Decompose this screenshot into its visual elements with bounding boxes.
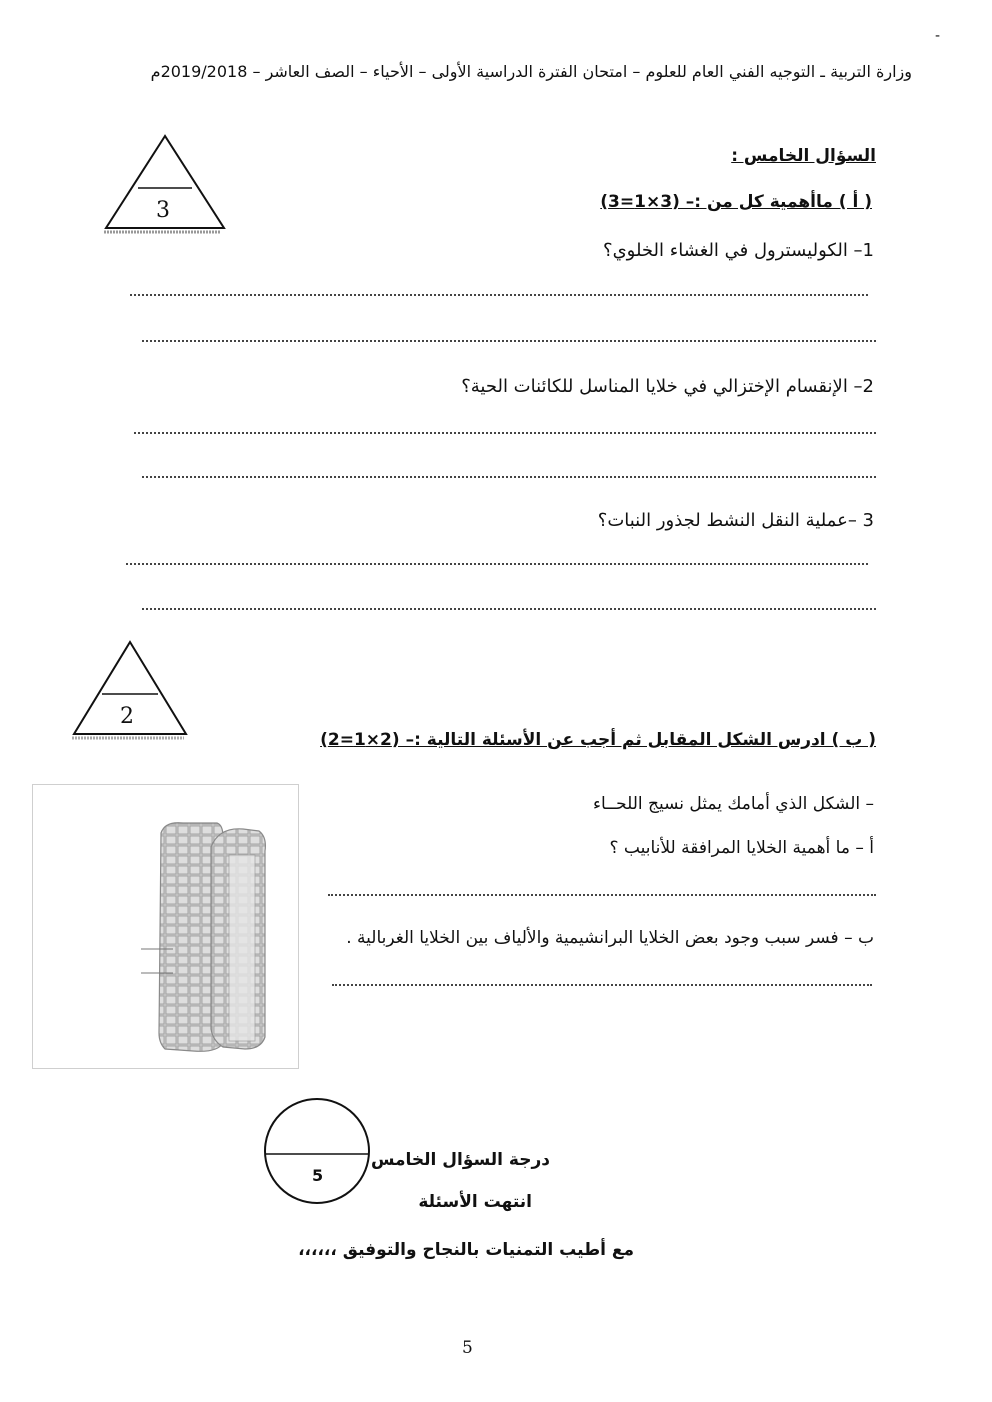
part-a-item-2: 2– الإنقسام الإختزالي في خلايا المناسل للكائنات الحية؟ xyxy=(461,376,874,397)
phloem-tissue-illustration xyxy=(33,785,298,1068)
answer-line[interactable] xyxy=(142,608,876,610)
corner-mark: - xyxy=(935,28,941,44)
circle-icon xyxy=(262,1096,372,1206)
answer-line[interactable] xyxy=(142,340,876,342)
score-a-value: 3 xyxy=(156,198,170,223)
phloem-figure xyxy=(32,784,299,1069)
end-text: انتهت الأسئلة xyxy=(418,1192,532,1212)
answer-line[interactable] xyxy=(126,563,868,565)
score-b-value: 2 xyxy=(120,704,134,729)
answer-line[interactable] xyxy=(130,294,868,296)
question-title: السؤال الخامس : xyxy=(731,146,876,166)
answer-line[interactable] xyxy=(134,432,876,434)
grade-value: 5 xyxy=(312,1166,324,1185)
part-b-question-1: أ – ما أهمية الخلايا المرافقة للأنابيب ؟ xyxy=(609,838,874,858)
wish-text: مع أطيب التمنيات بالنجاح والتوفيق ،،،،،، xyxy=(298,1240,634,1260)
part-b-question-2: ب – فسر سبب وجود بعض الخلايا البرانشيمية والألياف بين الخلايا الغربالية . xyxy=(346,928,874,948)
part-a-heading: ( أ ) ماأهمية كل من :– (3×1=3) xyxy=(600,192,872,212)
part-a-item-1: 1– الكوليسترول في الغشاء الخلوي؟ xyxy=(603,240,874,261)
grade-circle xyxy=(262,1096,372,1206)
score-triangle-a xyxy=(100,132,230,238)
score-triangle-b xyxy=(70,638,190,744)
part-a-item-3: 3 –عملية النقل النشط لجذور النبات؟ xyxy=(597,510,874,531)
page-number: 5 xyxy=(462,1338,473,1358)
answer-line[interactable] xyxy=(142,476,876,478)
answer-line[interactable] xyxy=(328,894,876,896)
part-b-intro: – الشكل الذي أمامك يمثل نسيج اللحــاء xyxy=(592,794,874,814)
part-b-heading: ( ب ) ادرس الشكل المقابل ثم أجب عن الأسئلة التالية :– (2×1=2) xyxy=(320,730,876,750)
answer-line[interactable] xyxy=(332,984,872,986)
grade-label: درجة السؤال الخامس xyxy=(370,1150,550,1170)
exam-header: وزارة التربية ـ التوجيه الفني العام للعلوم – امتحان الفترة الدراسية الأولى – الأحياء – الصف العاشر – 2019/2018م xyxy=(150,62,912,81)
